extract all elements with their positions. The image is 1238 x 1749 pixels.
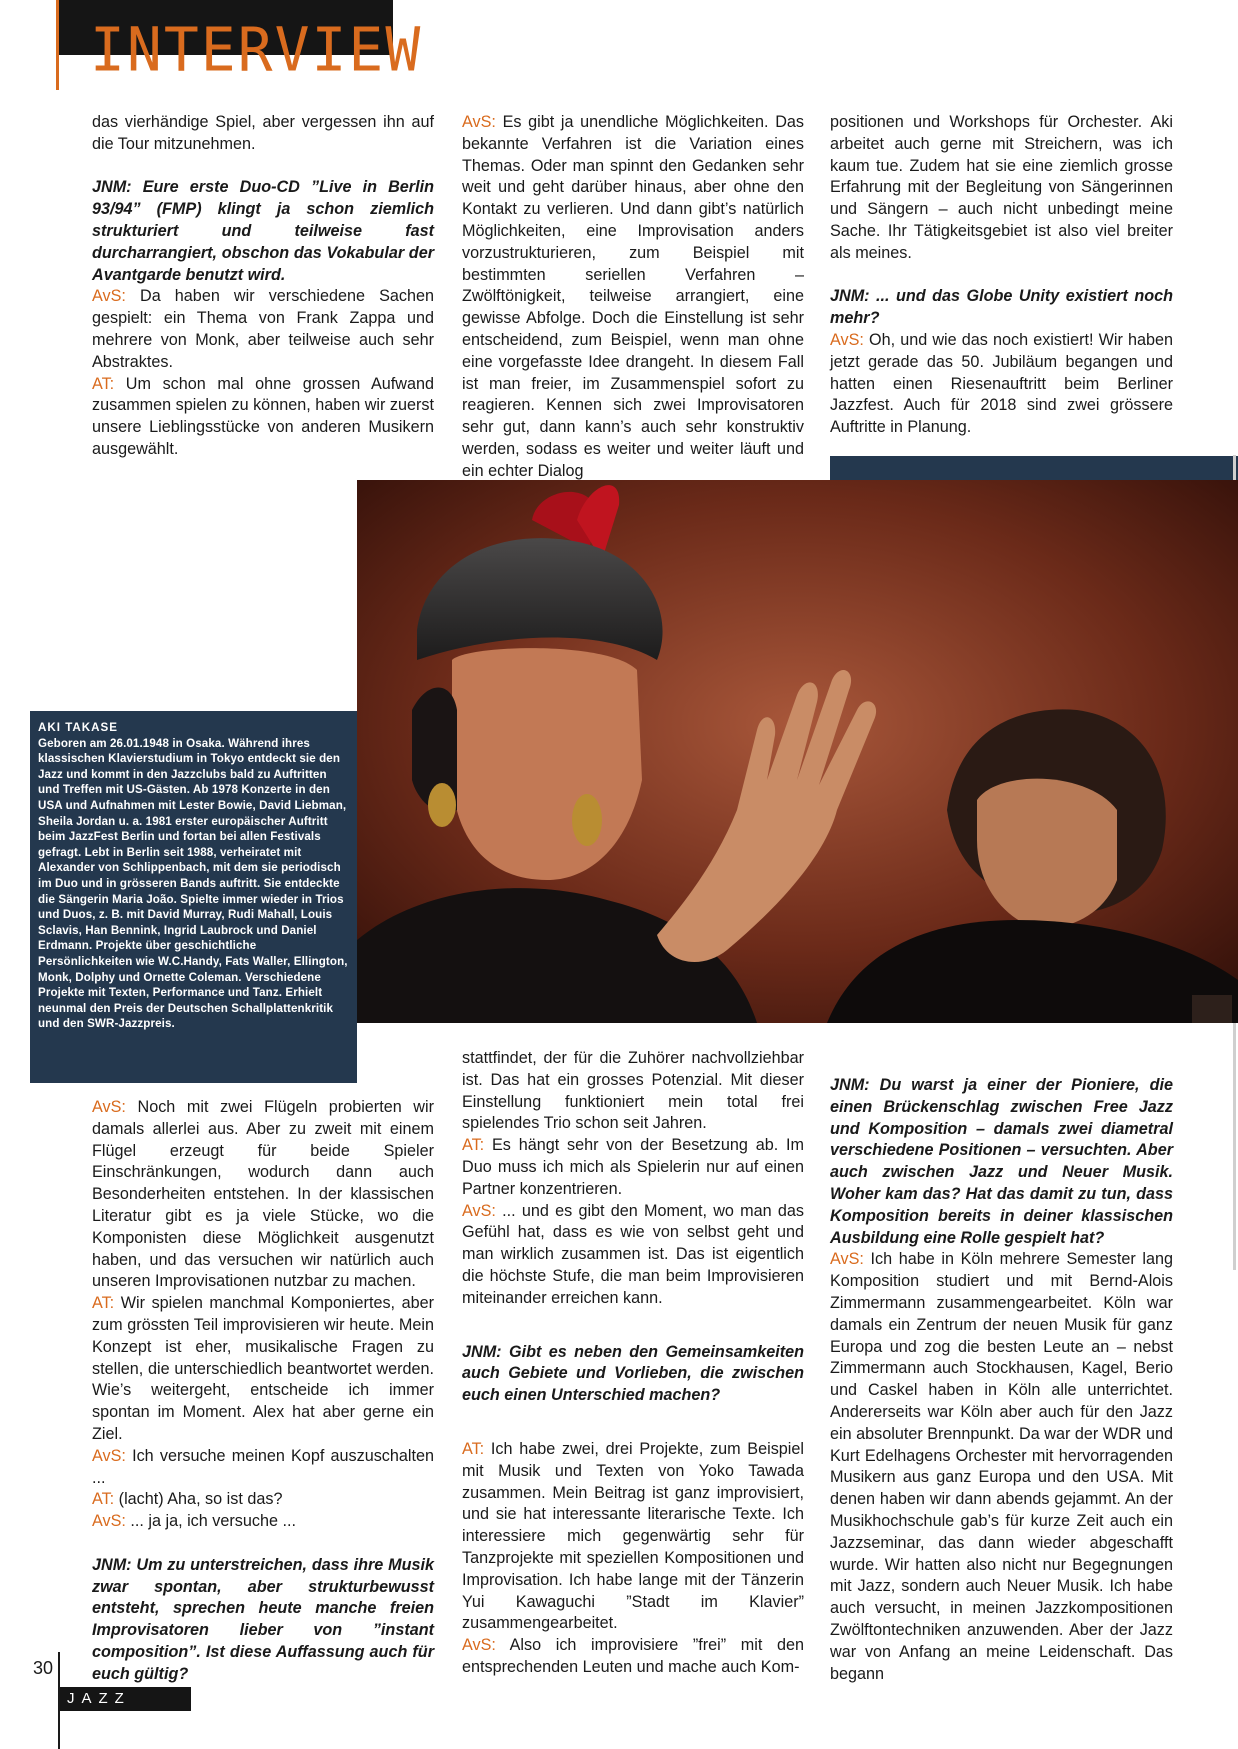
speaker-label: AvS: (830, 330, 864, 349)
column-3-bottom (830, 1075, 1173, 1685)
answer-paragraph (462, 1201, 804, 1310)
answer-paragraph (830, 1249, 1173, 1685)
answer-paragraph (92, 1489, 434, 1511)
answer-paragraph (830, 330, 1173, 439)
answer-text: (lacht) Aha, so ist das? (114, 1490, 283, 1509)
paragraph-spacer (92, 156, 434, 178)
body-paragraph: das vierhändige Spiel, aber vergessen ihn auf die Tour mitzunehmen. (92, 113, 434, 153)
answer-text: Oh, und wie das noch existiert! Wir haben jetzt gerade das 50. Jubiläum begangen und hatten einen Riesenauftritt beim Berliner Jazzfest. Auch für 2018 sind zwei grössere Auftritte in Planung. (830, 330, 1173, 437)
interview-photo (357, 480, 1238, 1023)
speaker-label: AvS: (92, 1098, 126, 1116)
speaker-label: AvS: (830, 1250, 864, 1269)
answer-text: Ich habe zwei, drei Projekte, zum Beispiel mit Musik und Texten von Yoko Tawada zusammen. Mein Beitrag ist ganz improvisiert, und sie hat interessante literarische Texte. Ich interessiere mich gegenwärtig sehr für Tanzprojekte mit speziellen Kompositionen und Improvisation. Ich habe lange mit der Tänzerin Yui Kawaguchi ”Stadt im Klavier” zusammengearbeitet. (462, 1439, 804, 1633)
answer-paragraph (92, 1293, 434, 1446)
column-2-top (462, 112, 804, 483)
speaker-label: AvS: (462, 113, 496, 131)
answer-paragraph (92, 286, 434, 373)
answer-paragraph (92, 374, 434, 461)
body-paragraph: stattfindet, der für die Zuhörer nachvollziehbar ist. Das hat ein grosses Potenzial. Mit dieser Einstellung funktioniert mein total frei spielendes Trio schon seit Jahren. (462, 1049, 804, 1133)
magazine-name: JAZZ (60, 1687, 191, 1711)
speaker-label: AvS: (92, 1446, 126, 1465)
paragraph-spacer (462, 1310, 804, 1342)
woman-face-shape (452, 648, 642, 880)
paragraph-spacer (92, 1533, 434, 1555)
answer-paragraph (92, 1511, 434, 1533)
accent-bar (830, 456, 1238, 480)
answer-paragraph (462, 1135, 804, 1200)
interviewer-question: JNM: Gibt es neben den Gemeinsamkeiten auch Gebiete und Vorlieben, die zwischen euch einen Unterschied machen? (462, 1342, 804, 1405)
answer-paragraph (462, 1439, 804, 1635)
speaker-label: AT: (92, 1294, 115, 1313)
answer-paragraph (462, 112, 804, 483)
body-paragraph: positionen und Workshops für Orchester. Aki arbeitet auch gerne mit Streichern, was ich kaum tue. Zudem hat sie eine ziemlich grosse Erfahrung mit der Begleitung von Sängerinnen und Sängern – auch nicht unbedingt meine Sache. Ihr Tätigkeitsgebiet ist also viel breiter als meines. (830, 113, 1173, 262)
column-2-bottom (462, 1048, 804, 1679)
bio-name: AKI TAKASE (38, 721, 118, 734)
answer-text: Noch mit zwei Flügeln probierten wir damals allerlei aus. Aber zu zweit mit einem Flügel erzeugt für beide Spieler Einschränkungen, wodurch dann auch Besonderheiten entstehen. In der klassischen Literatur gibt es ja viele Stücke, wo die Komponisten diese Möglichkeit ausgenutzt haben, und das versuchen wir natürlich auch unseren Improvisationen nutzbar zu machen. (92, 1098, 434, 1291)
bio-text: Geboren am 26.01.1948 in Osaka. Während ihres klassischen Klavierstudium in Tokyo entdeckt sie den Jazz und kommt in den Jazzclubs bald zu Auftritten und Treffen mit US-Gästen. Ab 1978 Konzerte in den USA und Aufnahmen mit Lester Bowie, David Liebman, Sheila Jordan u. a. 1981 erster europäischer Auftritt beim JazzFest Berlin und fortan bei allen Festivals gefragt. Lebt in Berlin seit 1988, verheiratet mit Alexander von Schlippenbach, mit dem sie periodisch im Duo und in grösseren Bands auftritt. Sie entdeckte die Sängerin Maria João. Spielte immer wieder in Trios und Duos, z. B. mit David Murray, Rudi Mahall, Louis Sclavis, Han Bennink, Ingrid Laubrock und Daniel Erdmann. Projekte über geschichtliche Persönlichkeiten wie W.C.Handy, Fats Waller, Ellington, Monk, Dolphy und Ornette Coleman. Verschiedene Projekte mit Texten, Performance und Tanz. Erhielt neunmal den Preis der Deutschen Schallplattenkritik und den SWR-Jazzpreis. (38, 736, 348, 1031)
bio-box (30, 711, 357, 1083)
speaker-label: AvS: (462, 1201, 496, 1220)
speaker-label: AT: (462, 1136, 485, 1155)
speaker-label: AvS: (92, 1512, 126, 1531)
answer-text: Um schon mal ohne grossen Aufwand zusammen spielen zu können, haben wir zuerst unsere Lieblingsstücke von anderen Musikern ausgewählt. (92, 374, 434, 458)
paragraph-spacer (462, 1407, 804, 1439)
answer-paragraph (462, 1635, 804, 1679)
answer-text: Es gibt ja unendliche Möglichkeiten. Das bekannte Verfahren ist die Variation eines Themas. Oder man spinnt den Gedanken sehr weit und geht darüber hinaus, aber ohne den Kontakt zu verlieren. Und dann gibt’s natürlich Möglichkeiten, eine Improvisation anders vorzustrukturieren, zum Beispiel mit bestimmten seriellen Verfahren – Zwölftönigkeit, teilweise arrangiert, eine gewisse Abfolge. Doch die Einstellung ist sehr entscheidend, zum Beispiel, wenn man ohne eine vorgefasste Idee drangeht. In diesem Fall ist man freier, im Zusammenspiel sofort zu reagieren. Kennen sich zwei Improvisatoren sehr gut, dann kann’s auch sehr konstruktiv werden, sodass es weiter und weiter läuft und ein echter Dialog (462, 113, 804, 480)
page-number: 30 (33, 1658, 54, 1678)
column-3-top (830, 112, 1173, 439)
speaker-label: AT: (92, 1490, 115, 1509)
interviewer-question: JNM: ... und das Globe Unity existiert noch mehr? (830, 287, 1173, 328)
answer-paragraph (92, 1097, 434, 1293)
answer-text: Es hängt sehr von der Besetzung ab. Im Duo muss ich mich als Spielerin nur auf einen Partner konzentrieren. (462, 1136, 804, 1198)
interviewer-question: JNM: Du warst ja einer der Pioniere, die einen Brückenschlag zwischen Free Jazz und Komposition – damals zwei diametral verschiedene Positionen – versuchten. Aber auch zwischen Jazz und Neuer Musik. Woher kam das? Hat das damit zu tun, dass Komposition bereits in deiner klassischen Ausbildung eine Rolle gespielt hat? (830, 1076, 1173, 1247)
interviewer-question: JNM: Um zu unterstreichen, dass ihre Musik zwar spontan, aber strukturbewusst entsteht, sprechen heute manche freien Improvisatoren lieber von ”instant composition”. Ist diese Auffassung auch für euch gültig? (92, 1555, 434, 1683)
answer-text: Da haben wir verschiedene Sachen gespielt: ein Thema von Frank Zappa und mehrere von Monk, aber teilweise auch sehr Abstraktes. (92, 287, 434, 371)
answer-text: ... ja ja, ich versuche ... (125, 1512, 296, 1531)
section-title: INTERVIEW (90, 13, 423, 86)
column-1-bottom (92, 1097, 434, 1686)
answer-text: Ich versuche meinen Kopf auszuschalten ... (92, 1446, 434, 1487)
answer-text: Wir spielen manchmal Komponiertes, aber zum grössten Teil improvisieren wir heute. Mein Konzept ist eher, musikalische Fragen zu stellen, die unterschiedlich beantwortet werden. Wie’s weitergeht, entscheide ich immer spontan im Moment. Alex hat aber gerne ein Ziel. (92, 1294, 434, 1443)
speaker-label: AvS: (462, 1636, 496, 1655)
answer-paragraph (92, 1446, 434, 1490)
speaker-label: AT: (462, 1439, 485, 1458)
column-1-top (92, 112, 434, 461)
interviewer-question: JNM: Eure erste Duo-CD ”Live in Berlin 93/94” (FMP) klingt ja schon ziemlich strukturiert und teilweise fast durcharrangiert, obschon das Vokabular der Avantgarde benutzt wird. (92, 178, 434, 284)
speaker-label: AvS: (92, 287, 126, 306)
answer-text: Ich habe in Köln mehrere Semester lang Komposition studiert und mit Bernd-Alois Zimmermann zusammengearbeitet. Köln war damals ein Zentrum der neuen Musik für ganz Europa und zog die besten Leute an – nebst Zimmermann auch Stockhausen, Kagel, Berio und Caskel haben in Köln alle unterrichtet. Andererseits war Köln aber auch für den Jazz ein absoluter Brennpunkt. Da war der WDR und Kurt Edelhagens Orchester mit hervorragenden Musikern aus ganz Europa und den USA. Mit denen haben wir dann abends gejammt. An der Musikhochschule gab’s für kurze Zeit auch ein Jazzseminar, das dann wieder abgeschafft wurde. Wir hatten also nicht nur Begegnungen mit Jazz, sondern auch Neuer Musik. Ich habe auch versucht, in meinen Jazzkompositionen Zwölftontechniken anzuwenden. Aber der Jazz war von Anfang an meine Leidenschaft. Das begann (830, 1250, 1173, 1683)
paragraph-spacer (830, 265, 1173, 287)
header-accent-rule (56, 0, 59, 90)
answer-text: ... und es gibt den Moment, wo man das Gefühl hat, dass es wie von selbst geht und man wirklich zusammen ist. Das ist eigentlich die höchste Stufe, die man beim Improvisieren miteinander erreichen kann. (462, 1201, 804, 1307)
speaker-label: AT: (92, 374, 115, 393)
answer-text: Also ich improvisiere ”frei” mit den entsprechenden Leuten und mache auch Kom- (462, 1636, 804, 1676)
